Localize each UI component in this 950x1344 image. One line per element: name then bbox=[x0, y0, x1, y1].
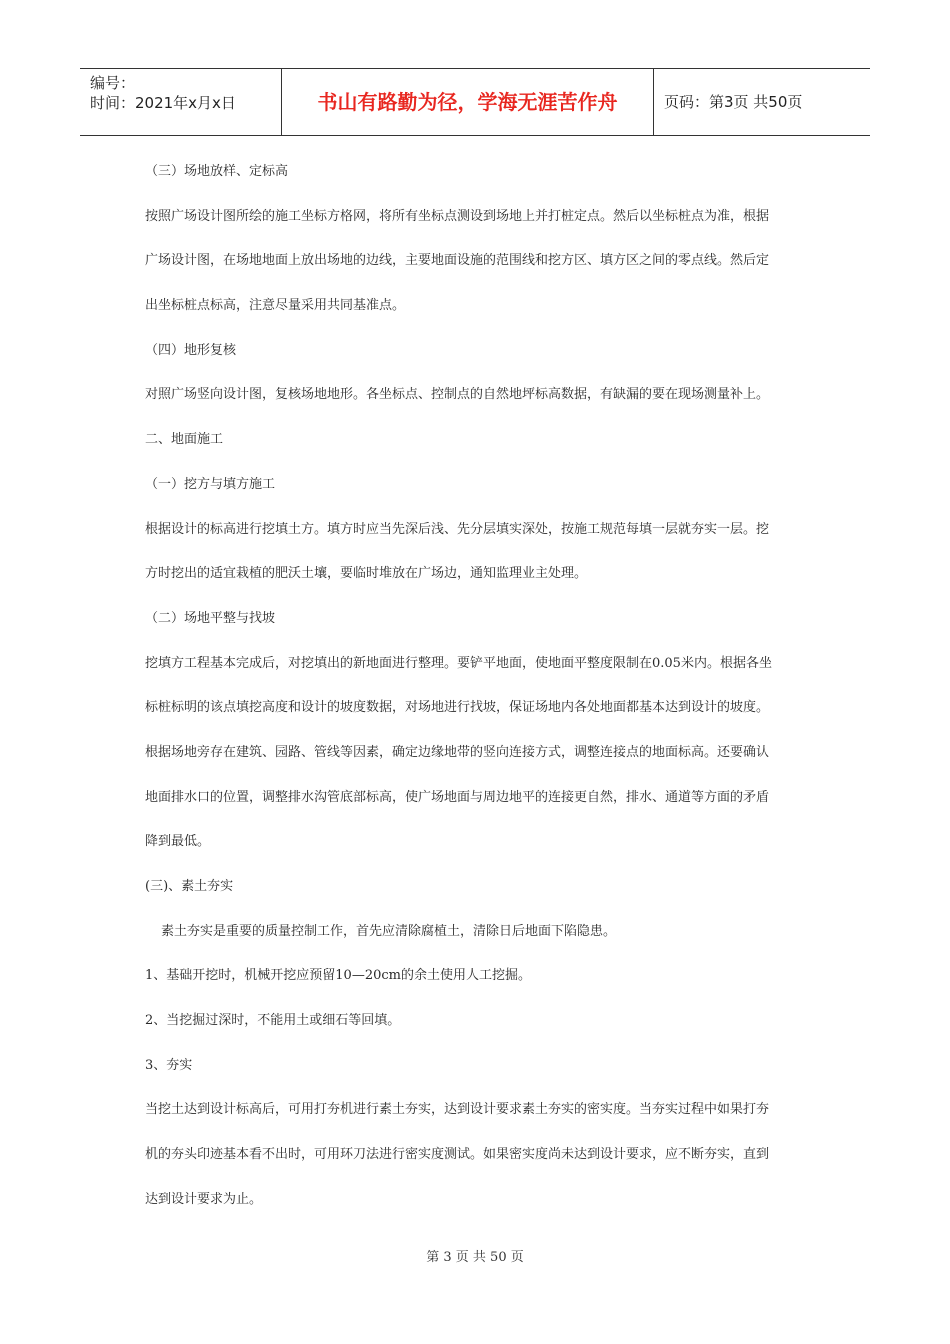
paragraph-line: 当挖土达到设计标高后，可用打夯机进行素土夯实，达到设计要求素土夯实的密实度。当夯实过程中如果打夯 bbox=[145, 1102, 770, 1118]
heading-terrain-check: （四）地形复核 bbox=[145, 342, 237, 358]
code-label: 编号： bbox=[90, 74, 136, 92]
header-motto: 书山有路勤为径，学海无涯苦作舟 bbox=[282, 69, 654, 135]
heading-site-staking: （三）场地放样、定标高 bbox=[145, 164, 289, 179]
paragraph-line: 地面排水口的位置，调整排水沟管底部标高，使广场地面与周边地平的连接更自然，排水、通道等方面的矛盾 bbox=[145, 789, 770, 805]
date-label: 时间：2021年x月x日 bbox=[90, 94, 236, 112]
paragraph-line: 广场设计图，在场地地面上放出场地的边线，主要地面设施的范围线和挖方区、填方区之间的零点线。然后定 bbox=[145, 253, 770, 269]
document-body bbox=[145, 150, 810, 1223]
list-item: 2、当挖掘过深时，不能用土或细石等回填。 bbox=[145, 1013, 401, 1029]
paragraph-line: 素土夯实是重要的质量控制工作，首先应清除腐植土，清除日后地面下陷隐患。 bbox=[161, 923, 617, 939]
paragraph-line: 对照广场竖向设计图，复核场地地形。各坐标点、控制点的自然地坪标高数据，有缺漏的要在现场测量补上。 bbox=[145, 387, 770, 403]
paragraph-line: 机的夯头印迹基本看不出时，可用环刀法进行密实度测试。如果密实度尚未达到设计要求，应不断夯实，直到 bbox=[145, 1147, 770, 1163]
heading-leveling: （二）场地平整与找坡 bbox=[145, 610, 276, 626]
list-item: 3、夯实 bbox=[145, 1057, 193, 1073]
header-page-label: 页码：第3页 共50页 bbox=[664, 93, 803, 111]
page-header bbox=[80, 68, 870, 136]
header-meta bbox=[80, 69, 282, 135]
heading-soil-compaction: (三)、素土夯实 bbox=[145, 879, 234, 894]
paragraph-line: 根据设计的标高进行挖填土方。填方时应当先深后浅、先分层填实深处，按施工规范每填一层就夯实一层。挖 bbox=[145, 521, 770, 537]
heading-ground-construction: 二、地面施工 bbox=[145, 432, 224, 448]
paragraph-line: 按照广场设计图所绘的施工坐标方格网，将所有坐标点测设到场地上并打桩定点。然后以坐标桩点为准，根据 bbox=[145, 208, 770, 224]
heading-cut-fill: （一）挖方与填方施工 bbox=[145, 476, 276, 492]
paragraph-line: 方时挖出的适宜栽植的肥沃土壤，要临时堆放在广场边，通知监理业主处理。 bbox=[145, 566, 588, 582]
paragraph-line: 挖填方工程基本完成后，对挖填出的新地面进行整理。要铲平地面，使地面平整度限制在0.05米内。根据各坐 bbox=[145, 655, 772, 671]
list-item: 1、基础开挖时，机械开挖应预留10—20cm的余土使用人工挖掘。 bbox=[145, 968, 531, 984]
paragraph-line: 达到设计要求为止。 bbox=[145, 1191, 263, 1207]
page-footer: 第 3 页 共 50 页 bbox=[426, 1250, 524, 1265]
paragraph-line: 出坐标桩点标高，注意尽量采用共同基准点。 bbox=[145, 298, 406, 314]
paragraph-line: 标桩标明的该点填挖高度和设计的坡度数据，对场地进行找坡，保证场地内各处地面都基本达到设计的坡度。 bbox=[145, 700, 770, 716]
paragraph-line: 根据场地旁存在建筑、园路、管线等因素，确定边缘地带的竖向连接方式，调整连接点的地面标高。还要确认 bbox=[145, 744, 770, 760]
paragraph-line: 降到最低。 bbox=[145, 834, 211, 850]
